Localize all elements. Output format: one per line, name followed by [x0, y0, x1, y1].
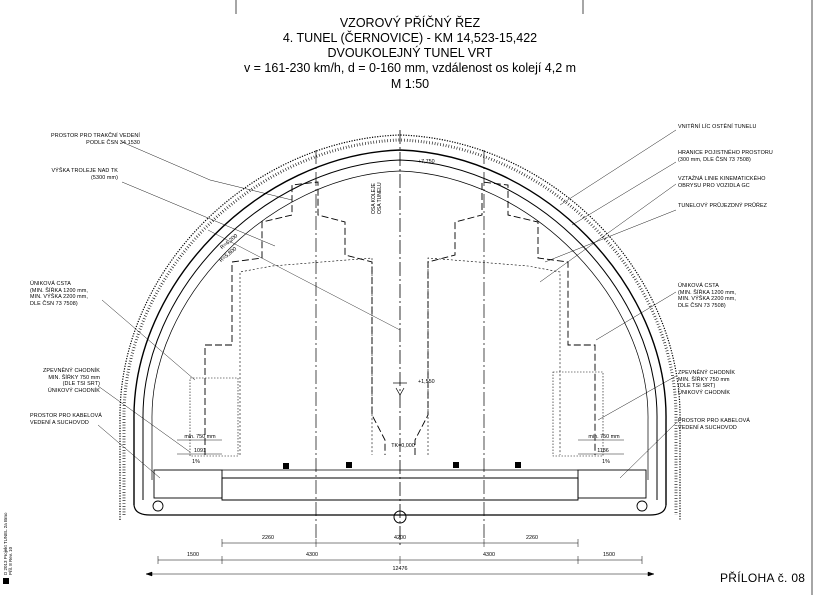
- annotation-walkway-left: ZPEVNĚNÝ CHODNÍK MIN. ŠÍŘKY 750 mm (DLE TSI SRT) ÚNIKOVÝ CHODNÍK: [42, 368, 100, 394]
- title-line-4: v = 161-230 km/h, d = 0-160 mm, vzdálenost os kolejí 4,2 m: [243, 61, 577, 75]
- clearance-left: [205, 182, 385, 455]
- label-crown-level: +7,750: [418, 159, 435, 165]
- dim-row2-1: 1500: [187, 552, 199, 558]
- annotation-escape-path-right: ÚNIKOVÁ CSTA (MIN. ŠÍŘKA 1200 mm, MIN. VÝŠKA 2200 mm, DLE ČSN 73 7508): [678, 283, 737, 309]
- label-radius-outer: R=6,200: [219, 233, 240, 251]
- annotation-escape-path-left: ÚNIKOVÁ CSTA (MIN. ŠÍŘKA 1200 mm, MIN. VÝŠKA 2200 mm, DLE ČSN 73 7508): [30, 281, 89, 307]
- walkway-left-value: 1091: [194, 448, 206, 454]
- annotation-cable-space-right: PROSTOR PRO KABELOVÁ VEDENÍ A SUCHOVOD: [678, 418, 750, 431]
- annotation-safety-space: HRANICE POJISTNÉHO PROSTORU (300 mm, DLE ČSN 73 7508): [678, 150, 773, 163]
- dim-row1-right: 2260: [526, 535, 538, 541]
- label-radius-inner: R=5,800: [218, 246, 239, 264]
- title-line-2: 4. TUNEL (ČERNOVICE) - KM 14,523-15,422: [282, 31, 538, 45]
- drain-left: [153, 501, 163, 511]
- dim-row2-4: 1500: [603, 552, 615, 558]
- annotation-catenary-space: PROSTOR PRO TRAKČNÍ VEDENÍ PODLE ČSN 34 1530: [51, 133, 140, 146]
- dim-row2-3: 4300: [483, 552, 495, 558]
- annotation-contact-wire-height: VÝŠKA TROLEJE NAD TK (5300 mm): [51, 168, 118, 181]
- leaders-right: [540, 130, 676, 478]
- title-line-1: VZOROVÝ PŘÍČNÝ ŘEZ: [339, 16, 481, 30]
- dim-row1-left: 2260: [262, 535, 274, 541]
- label-top-of-rail: TK=0,000: [391, 443, 415, 449]
- vehicle-gauge-left: [240, 258, 372, 455]
- walkway-left-ratio: 1%: [192, 459, 200, 465]
- walkway-right-value: 1186: [597, 448, 609, 454]
- walkway-left-width: min. 750 mm: [184, 434, 216, 440]
- clearance-right: [415, 182, 595, 455]
- annotation-kinematic-gauge: VZTAŽNÁ LINIE KINEMATICKÉHO OBRYSU PRO VOZIDLA GC: [678, 176, 766, 189]
- dim-row1-center: 4200: [394, 535, 406, 541]
- dim-total: 12476: [392, 566, 408, 572]
- leaders-left: [98, 142, 292, 478]
- annotation-inner-lining: VNITŘNÍ LÍC OSTĚNÍ TUNELU: [678, 124, 757, 130]
- vehicle-gauge-right: [428, 258, 560, 455]
- escape-path-left: [190, 378, 238, 456]
- title-line-3: DVOUKOLEJNÝ TUNEL VRT: [327, 46, 493, 60]
- label-track-axis: OSA KOLEJE OSA TUNELU: [371, 182, 383, 214]
- appendix-label: PŘÍLOHA č. 08: [720, 571, 806, 585]
- radius-leader: [208, 230, 400, 330]
- dim-row2-2: 4300: [306, 552, 318, 558]
- walkway-right-ratio: 1%: [602, 459, 610, 465]
- annotation-clearance-profile: TUNELOVÝ PRŮJEZDNÝ PRŮŘEZ: [678, 203, 768, 209]
- cable-duct-right: [578, 470, 646, 498]
- rails: [283, 462, 521, 469]
- label-mid-level: +1,550: [418, 379, 435, 385]
- walkway-right-width: min. 750 mm: [588, 434, 620, 440]
- side-stamp: D 2013 Projekt TUNEL 2a Brno Příl. 8 Rev. 10: [3, 512, 13, 575]
- drain-right: [637, 501, 647, 511]
- annotation-walkway-right: ZPEVNĚNÝ CHODNÍK MIN. ŠÍŘKY 750 mm (DLE TSI SRT) ÚNIKOVÝ CHODNÍK: [678, 370, 736, 396]
- escape-path-right: [553, 372, 603, 456]
- cable-duct-left: [154, 470, 222, 498]
- annotation-cable-space-left: PROSTOR PRO KABELOVÁ VEDENÍ A SUCHOVOD: [30, 413, 102, 426]
- stamp-block: [3, 578, 9, 584]
- title-line-5: M 1:50: [390, 77, 430, 91]
